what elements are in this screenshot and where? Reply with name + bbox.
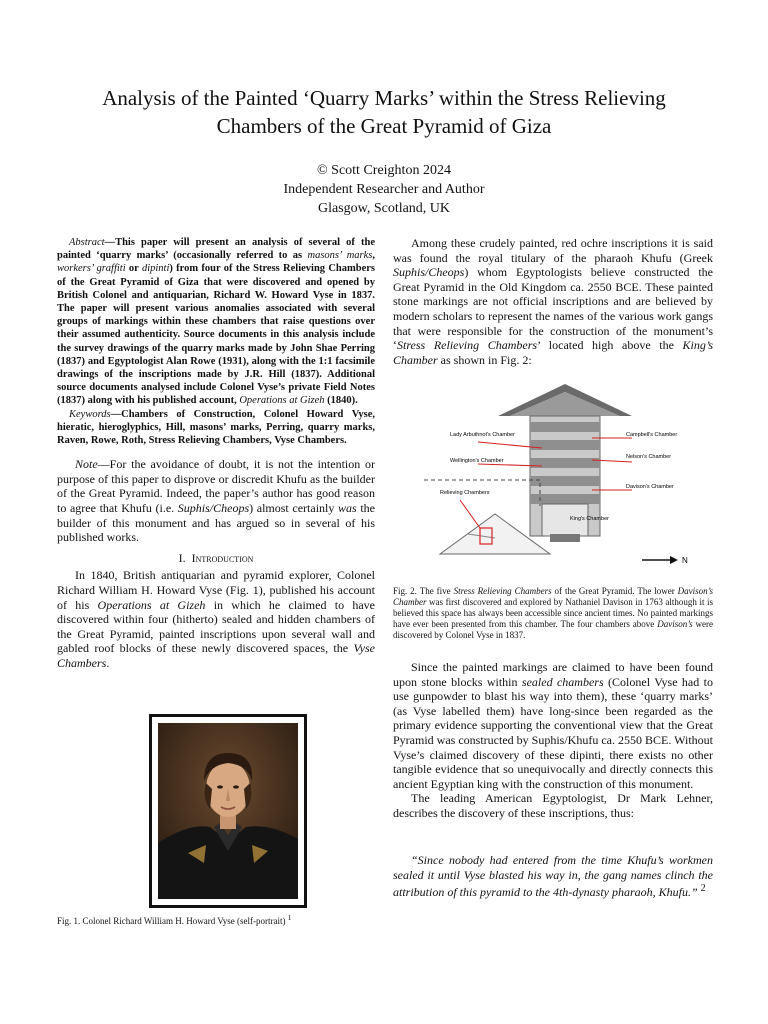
- keywords: Keywords—Chambers of Construction, Colonel Howard Vyse, hieratic, hieroglyphics, Hill, masons’ marks, Perring, quarry marks, Raven, Rowe, Roth, Stress Relieving Chambers, Vyse Chambers.: [57, 408, 375, 447]
- section-heading: I. Introduction: [178, 550, 254, 565]
- label-wellington: Wellington's Chamber: [450, 458, 504, 464]
- figure-1-caption: Fig. 1. Colonel Richard William H. Howard Vyse (self-portrait) $^1$: [57, 913, 292, 926]
- label-lady: Lady Arbuthnot's Chamber: [450, 432, 515, 438]
- north-label: N: [682, 556, 688, 565]
- right-column: [393, 236, 713, 367]
- author-name: © Scott Creighton 2024: [317, 163, 451, 178]
- right-column-lower: [393, 660, 713, 821]
- figure-2-caption: Fig. 2. The five Stress Relieving Chambers of the Great Pyramid. The lower Davison’s Chamber was first discovered and explored by Nathaniel Davison in 1763 although it is believed this space has always been accessible since ancient times. No painted markings have ever been presented from this chamber. The four chambers above Davison’s were discovered by Colonel Vyse in 1837.: [393, 586, 714, 640]
- note-paragraph: Note—For the avoidance of doubt, it is not the intention or purpose of this paper to disprove or discredit Khufu as the builder of the Great Pyramid. Indeed, the paper’s author has good reason to agree that Khufu (i.e. Suphis/Cheops) almost certainly was the builder of this monument and has argued so in several of his published works.: [57, 457, 375, 545]
- figure-2-diagram: [420, 382, 706, 572]
- block-1: [530, 422, 600, 432]
- author-role: Independent Researcher and Author: [283, 182, 485, 197]
- label-kings: King's Chamber: [570, 516, 609, 522]
- pointer-relieving: [460, 500, 480, 528]
- right-paragraph-1: Among these crudely painted, red ochre inscriptions it is said was found the royal titulary of the pharaoh Khufu (Greek Suphis/Cheops) whom Egyptologists believe constructed the Great Pyramid in the Old Kingdom ca. 2550 BCE. These painted stone markings are not official inscriptions and are believed by modern scholars to represent the names of the various work gangs that were responsible for the construction of the monument’s ‘Stress Relieving Chambers’ located high above the King’s Chamber as shown in Fig. 2:: [393, 236, 713, 367]
- label-nelson: Nelson's Chamber: [626, 454, 672, 460]
- figure-1-portrait: [149, 714, 307, 908]
- intro-paragraph: In 1840, British antiquarian and pyramid explorer, Colonel Richard William H. Howard Vyse (Fig. 1), published his account of his Operations at Gizeh in which he claimed to have discovered within four (hitherto) sealed and hidden chambers of the Great Pyramid, painted inscriptions upon several wall and gabled roof blocks of these newly discovered spaces, the Vyse Chambers.: [57, 568, 375, 670]
- author-block: [0, 161, 768, 218]
- right-paragraph-2: Since the painted markings are claimed to have been found upon stone blocks within sealed chambers (Colonel Vyse had to use gunpowder to blast his way into them), these ‘quarry marks’ (as Vyse labelled them) have long-since been regarded as the primary evidence supporting the conventional view that the Great Pyramid was constructed by Suphis/Khufu ca. 2550 BCE. Without Vyse’s claimed discovery of these dipinti, there exists no other tangible evidence that so unequivocally and directly connects this ancient Egyptian king with the construction of this monument.: [393, 660, 713, 791]
- block-2: [530, 440, 600, 450]
- right-paragraph-3: The leading American Egyptologist, Dr Mark Lehner, describes the discovery of these inscriptions, thus:: [393, 791, 713, 820]
- label-campbell: Campbell's Chamber: [626, 432, 678, 438]
- left-column: [57, 236, 375, 671]
- block-3: [530, 458, 600, 468]
- north-arrow-head: [670, 556, 678, 564]
- title-line-1: Analysis of the Painted ‘Quarry Marks’ within the Stress Relieving: [102, 86, 666, 110]
- portrait-image: [158, 723, 298, 899]
- label-relieving: Relieving Chambers: [440, 490, 490, 496]
- paper-title: [40, 84, 728, 140]
- label-davison: Davison's Chamber: [626, 484, 674, 490]
- title-line-2: Chambers of the Great Pyramid of Giza: [216, 114, 552, 138]
- author-location: Glasgow, Scotland, UK: [317, 201, 451, 216]
- lehner-quote: “Since nobody had entered from the time Khufu’s workmen sealed it until Vyse blasted his way in, the gang names clinch the attribution of this pyramid to the 4th-dynasty pharaoh, Khufu.” $^2$: [393, 853, 713, 900]
- kings-floor: [550, 534, 580, 542]
- abstract: Abstract—This paper will present an analysis of several of the painted ‘quarry marks’ (occasionally referred to as masons’ marks, workers’ graffiti or dipinti) from four of the Stress Relieving Chambers of the Great Pyramid of Giza that were discovered and opened by British Colonel and antiquarian, Richard W. Howard Vyse in 1837. The paper will present various anomalies associated with several groups of markings within these chambers that raise questions over their assumed authenticity. Source documents in this analysis include the survey drawings of the quarry marks made by John Shae Perring (1837) and Egyptologist Alan Rowe (1931), along with the 1:1 facsimile drawings of the inscriptions made by J.R. Hill (1837). Additional source documents analysed include Colonel Vyse’s private Field Notes (1837) along with his published account, Operations at Gizeh (1840).: [57, 237, 375, 407]
